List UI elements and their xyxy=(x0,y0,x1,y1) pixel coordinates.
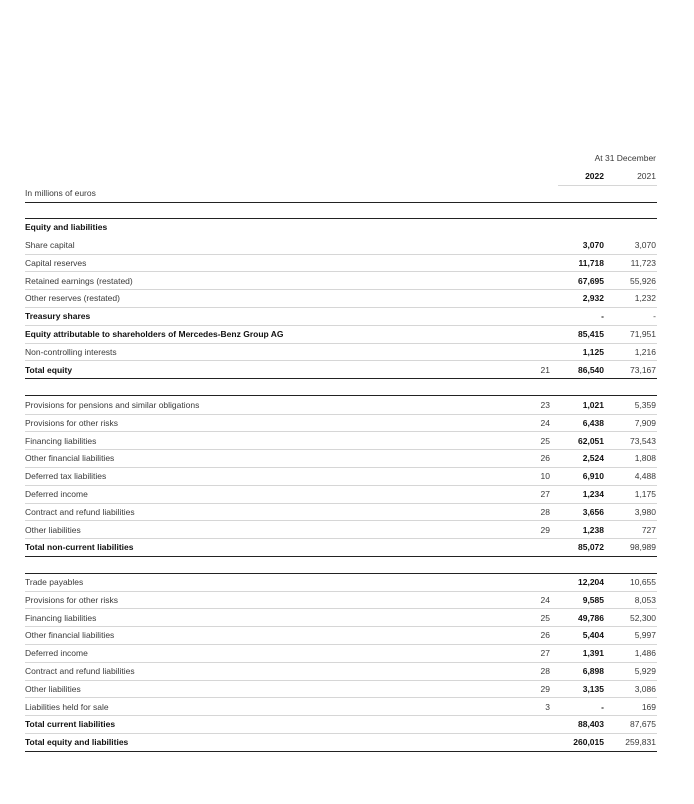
units-label: In millions of euros xyxy=(25,188,96,198)
row-label: Total current liabilities xyxy=(25,719,116,730)
row-note-ref: 23 xyxy=(540,400,550,410)
row-label: Contract and refund liabilities xyxy=(25,666,135,676)
row-value-2022: 260,015 xyxy=(573,737,604,748)
row-divider xyxy=(25,449,657,450)
row-divider xyxy=(25,733,657,734)
row-value-2022: 67,695 xyxy=(578,275,604,286)
row-note-ref: 25 xyxy=(540,612,550,623)
row-divider xyxy=(25,626,657,627)
row-value-2021: 3,980 xyxy=(634,506,656,517)
row-divider xyxy=(25,343,657,344)
row-value-2021: 1,808 xyxy=(634,453,656,464)
row-value-2022: 2,524 xyxy=(582,453,604,464)
row-label: Non-controlling interests xyxy=(25,346,117,357)
row-note-ref: 28 xyxy=(540,506,550,517)
row-label: Total equity xyxy=(25,364,73,375)
row-label: Treasury shares xyxy=(25,311,91,322)
row-note-ref: 3 xyxy=(545,701,550,712)
row-value-2022: 1,234 xyxy=(582,489,604,499)
row-label: Capital reserves xyxy=(25,257,87,268)
row-note-ref: 26 xyxy=(540,453,550,464)
row-divider xyxy=(25,254,657,255)
row-value-2021: 11,723 xyxy=(630,257,656,268)
row-divider xyxy=(25,360,657,361)
equity-heading: Equity and liabilities xyxy=(25,222,108,232)
row-label: Deferred income xyxy=(25,648,88,659)
row-value-2021: 52,300 xyxy=(630,612,656,623)
row-value-2021: 5,997 xyxy=(634,630,656,641)
row-divider xyxy=(25,431,657,432)
row-divider xyxy=(25,644,657,645)
row-divider xyxy=(25,751,657,752)
row-label: Financing liabilities xyxy=(25,435,97,446)
row-label: Provisions for other risks xyxy=(25,417,119,428)
current-top-rule xyxy=(25,573,657,574)
row-value-2021: 3,086 xyxy=(634,683,656,694)
period-header: At 31 December xyxy=(594,153,656,163)
row-divider xyxy=(25,414,657,415)
row-value-2022: 1,391 xyxy=(582,648,604,659)
row-divider xyxy=(25,307,657,308)
row-divider xyxy=(25,591,657,592)
row-value-2021: 8,053 xyxy=(634,594,656,605)
row-value-2021: - xyxy=(653,311,656,322)
row-label: Other liabilities xyxy=(25,683,81,694)
row-note-ref: 28 xyxy=(540,666,550,676)
row-value-2022: 3,070 xyxy=(582,240,604,250)
row-value-2022: 2,932 xyxy=(582,293,604,304)
row-divider xyxy=(25,556,657,557)
row-note-ref: 21 xyxy=(540,364,550,375)
row-value-2022: 85,415 xyxy=(578,329,604,339)
row-label: Other financial liabilities xyxy=(25,453,115,464)
row-divider xyxy=(25,485,657,486)
row-value-2022: 11,718 xyxy=(578,257,604,268)
row-value-2022: 49,786 xyxy=(578,612,604,623)
row-note-ref: 24 xyxy=(540,417,550,428)
row-label: Financing liabilities xyxy=(25,612,97,623)
row-value-2022: 86,540 xyxy=(578,364,604,375)
row-value-2021: 169 xyxy=(641,701,656,712)
row-note-ref: 29 xyxy=(540,683,550,694)
row-label: Share capital xyxy=(25,240,75,250)
row-value-2022: 85,072 xyxy=(578,542,604,553)
row-label: Total equity and liabilities xyxy=(25,737,129,748)
row-value-2021: 4,488 xyxy=(634,471,656,482)
row-value-2021: 259,831 xyxy=(625,737,656,748)
row-value-2022: 3,656 xyxy=(582,506,604,517)
row-value-2022: 12,204 xyxy=(578,577,604,587)
year-2021-header: 2021 xyxy=(637,171,656,181)
row-label: Deferred income xyxy=(25,489,88,499)
row-value-2022: 1,125 xyxy=(582,346,604,357)
row-value-2021: 87,675 xyxy=(630,719,656,730)
row-divider xyxy=(25,325,657,326)
row-note-ref: 24 xyxy=(540,594,550,605)
units-rule xyxy=(25,202,657,203)
row-value-2021: 727 xyxy=(641,524,656,535)
row-note-ref: 29 xyxy=(540,524,550,535)
row-label: Provisions for other risks xyxy=(25,594,119,605)
equity-top-rule xyxy=(25,218,657,219)
row-value-2022: - xyxy=(601,701,604,712)
row-value-2021: 1,232 xyxy=(634,293,656,304)
row-value-2021: 3,070 xyxy=(634,240,656,250)
row-label: Retained earnings (restated) xyxy=(25,275,133,286)
row-divider xyxy=(25,520,657,521)
row-label: Other financial liabilities xyxy=(25,630,115,641)
row-note-ref: 27 xyxy=(540,489,550,499)
row-note-ref: 26 xyxy=(540,630,550,641)
row-label: Other liabilities xyxy=(25,524,81,535)
row-label: Contract and refund liabilities xyxy=(25,506,135,517)
noncurrent-top-rule xyxy=(25,395,657,396)
year-2022-header: 2022 xyxy=(585,171,604,181)
row-divider xyxy=(25,608,657,609)
row-note-ref: 25 xyxy=(540,435,550,446)
row-label: Total non-current liabilities xyxy=(25,542,134,553)
row-value-2021: 71,951 xyxy=(630,329,656,339)
row-value-2022: 9,585 xyxy=(582,594,604,605)
row-value-2021: 1,175 xyxy=(634,489,656,499)
row-value-2021: 1,216 xyxy=(634,346,656,357)
row-value-2021: 1,486 xyxy=(634,648,656,659)
row-divider xyxy=(25,289,657,290)
row-note-ref: 27 xyxy=(540,648,550,659)
row-label: Other reserves (restated) xyxy=(25,293,120,304)
row-value-2022: 6,438 xyxy=(582,417,604,428)
row-label: Liabilities held for sale xyxy=(25,701,109,712)
row-value-2022: 1,238 xyxy=(582,524,604,535)
row-value-2021: 55,926 xyxy=(630,275,656,286)
row-divider xyxy=(25,697,657,698)
row-divider xyxy=(25,271,657,272)
row-value-2022: 1,021 xyxy=(582,400,604,410)
row-divider xyxy=(25,662,657,663)
row-value-2022: 6,910 xyxy=(582,471,604,482)
row-value-2022: - xyxy=(601,311,604,322)
row-value-2022: 6,898 xyxy=(582,666,604,676)
row-value-2021: 73,543 xyxy=(630,435,656,446)
row-value-2022: 3,135 xyxy=(582,683,604,694)
row-value-2022: 88,403 xyxy=(578,719,604,730)
row-value-2021: 10,655 xyxy=(630,577,656,587)
row-label: Deferred tax liabilities xyxy=(25,471,107,482)
row-label: Provisions for pensions and similar obligations xyxy=(25,400,200,410)
row-divider xyxy=(25,680,657,681)
header-divider xyxy=(558,185,657,186)
row-value-2021: 5,929 xyxy=(634,666,656,676)
row-value-2021: 98,989 xyxy=(630,542,656,553)
row-divider xyxy=(25,538,657,539)
row-value-2022: 62,051 xyxy=(578,435,604,446)
row-value-2022: 5,404 xyxy=(582,630,604,641)
row-value-2021: 7,909 xyxy=(634,417,656,428)
row-label: Trade payables xyxy=(25,577,84,587)
row-value-2021: 73,167 xyxy=(630,364,656,375)
row-value-2021: 5,359 xyxy=(634,400,656,410)
row-divider xyxy=(25,378,657,379)
row-divider xyxy=(25,715,657,716)
row-note-ref: 10 xyxy=(540,471,550,482)
row-label: Equity attributable to shareholders of Mercedes-Benz Group AG xyxy=(25,329,284,339)
row-divider xyxy=(25,467,657,468)
row-divider xyxy=(25,503,657,504)
